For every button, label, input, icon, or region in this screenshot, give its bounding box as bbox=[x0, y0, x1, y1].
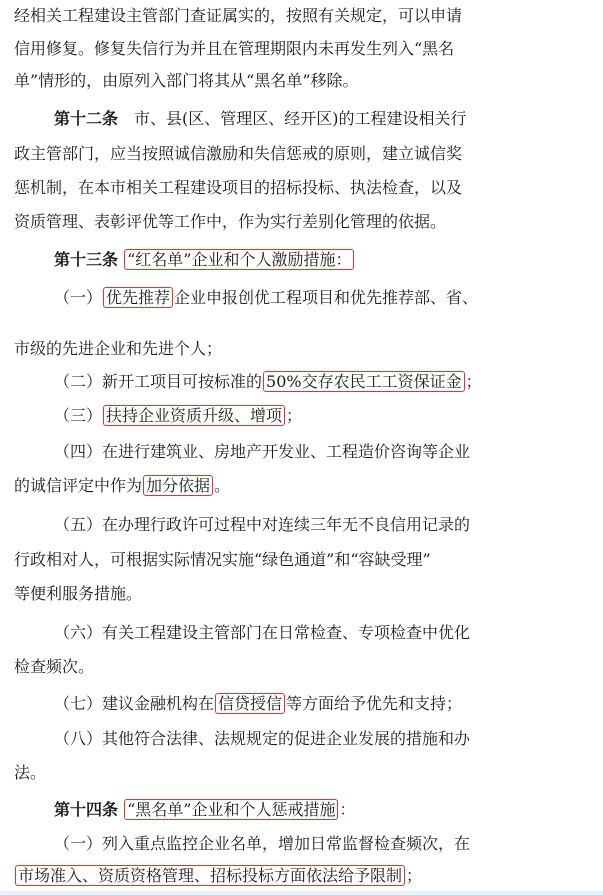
article-14-heading-line bbox=[54, 795, 603, 825]
list-item-3 bbox=[54, 401, 603, 431]
text: 等方面给予优先和支持； bbox=[286, 694, 463, 713]
article-13-heading-line bbox=[54, 245, 603, 275]
paragraph-line bbox=[14, 861, 603, 891]
article-12-heading-line bbox=[54, 104, 603, 134]
text: （二）新开工项目可按标准的 bbox=[54, 372, 263, 391]
text: ； bbox=[286, 406, 303, 425]
highlight-qualification-upgrade: 扶持企业资质升级、增项 bbox=[103, 405, 285, 426]
paragraph-line bbox=[14, 34, 603, 64]
text: 等便利服务措施。 bbox=[14, 584, 143, 603]
bottom-edge bbox=[0, 891, 603, 895]
paragraph-line bbox=[14, 471, 603, 501]
text: （一）列入重点监控企业名单，增加日常监督检查频次，在 bbox=[54, 834, 471, 853]
list-item-6 bbox=[54, 618, 603, 648]
list-item-1 bbox=[54, 283, 603, 313]
text: 信用修复。修复失信行为并且在管理期限内未再发生列入“黑名 bbox=[14, 39, 455, 58]
paragraph-line bbox=[14, 579, 603, 609]
paragraph-line bbox=[14, 173, 603, 203]
highlight-credit-granting: 信贷授信 bbox=[215, 693, 285, 714]
text: 资质管理、表彰评优等工作中，作为实行差别化管理的依据。 bbox=[14, 212, 447, 231]
text: 单”情形的，由原列入部门将其从“黑名单”移除。 bbox=[14, 71, 359, 90]
text: （六）有关工程建设主管部门在日常检查、专项检查中优化 bbox=[54, 623, 471, 642]
text: ： bbox=[339, 800, 356, 819]
article-number: 第十四条 bbox=[54, 800, 119, 819]
list-item-7 bbox=[54, 689, 603, 719]
text: 企业申报创优工程项目和优先推荐部、省、 bbox=[174, 288, 479, 307]
paragraph-line bbox=[14, 1, 603, 31]
text: 。 bbox=[214, 476, 231, 495]
text: 市级的先进企业和先进个人； bbox=[14, 339, 223, 358]
text: 的诚信评定中作为 bbox=[14, 476, 143, 495]
paragraph-line bbox=[14, 652, 603, 682]
text: 经相关工程建设主管部门查证属实的，按照有关规定，可以申请 bbox=[14, 6, 463, 25]
text: （五）在办理行政许可过程中对连续三年无不良信用记录的 bbox=[54, 515, 471, 534]
paragraph-line bbox=[14, 207, 603, 237]
item-number: （三） bbox=[54, 406, 103, 425]
highlight-priority-recommend: 优先推荐 bbox=[103, 287, 173, 308]
paragraph-line bbox=[14, 66, 603, 96]
paragraph-line bbox=[14, 139, 603, 169]
text: （八）其他符合法律、法规规定的促进企业发展的措施和办 bbox=[54, 729, 471, 748]
highlight-black-list-measures: “黑名单”企业和个人惩戒措施 bbox=[124, 799, 338, 820]
text: 法。 bbox=[14, 763, 47, 782]
item-number: （一） bbox=[54, 288, 103, 307]
list-item-1-penalty bbox=[54, 829, 603, 859]
list-item-8 bbox=[54, 724, 603, 754]
text: 市、县(区、管理区、经开区)的工程建设相关行 bbox=[118, 109, 467, 128]
list-item-5 bbox=[54, 510, 603, 540]
text: （四）在进行建筑业、房地产开发业、工程造价咨询等企业 bbox=[54, 442, 471, 461]
list-item-2 bbox=[54, 367, 603, 397]
text: （七）建议金融机构在 bbox=[54, 694, 215, 713]
highlight-market-restrictions: 市场准入、资质资格管理、招标投标方面依法给予限制 bbox=[15, 865, 405, 886]
highlight-wage-deposit: 50%交存农民工工资保证金 bbox=[263, 371, 465, 392]
text: ； bbox=[406, 866, 423, 885]
paragraph-line bbox=[14, 545, 603, 575]
paragraph-line bbox=[14, 758, 603, 788]
text: 惩机制，在本市相关工程建设项目的招标投标、执法检查，以及 bbox=[14, 178, 463, 197]
list-item-4 bbox=[54, 437, 603, 467]
text: ； bbox=[465, 372, 482, 391]
text: 行政相对人，可根据实际情况实施“绿色通道”和“容缺受理” bbox=[14, 550, 431, 569]
article-number: 第十三条 bbox=[54, 250, 119, 269]
paragraph-line bbox=[14, 334, 603, 364]
highlight-red-list-measures: “红名单”企业和个人激励措施： bbox=[124, 249, 354, 270]
highlight-bonus-points: 加分依据 bbox=[143, 475, 213, 496]
text: 检查频次。 bbox=[14, 657, 95, 676]
text: 政主管部门，应当按照诚信激励和失信惩戒的原则，建立诚信奖 bbox=[14, 144, 463, 163]
article-number: 第十二条 bbox=[54, 109, 119, 128]
